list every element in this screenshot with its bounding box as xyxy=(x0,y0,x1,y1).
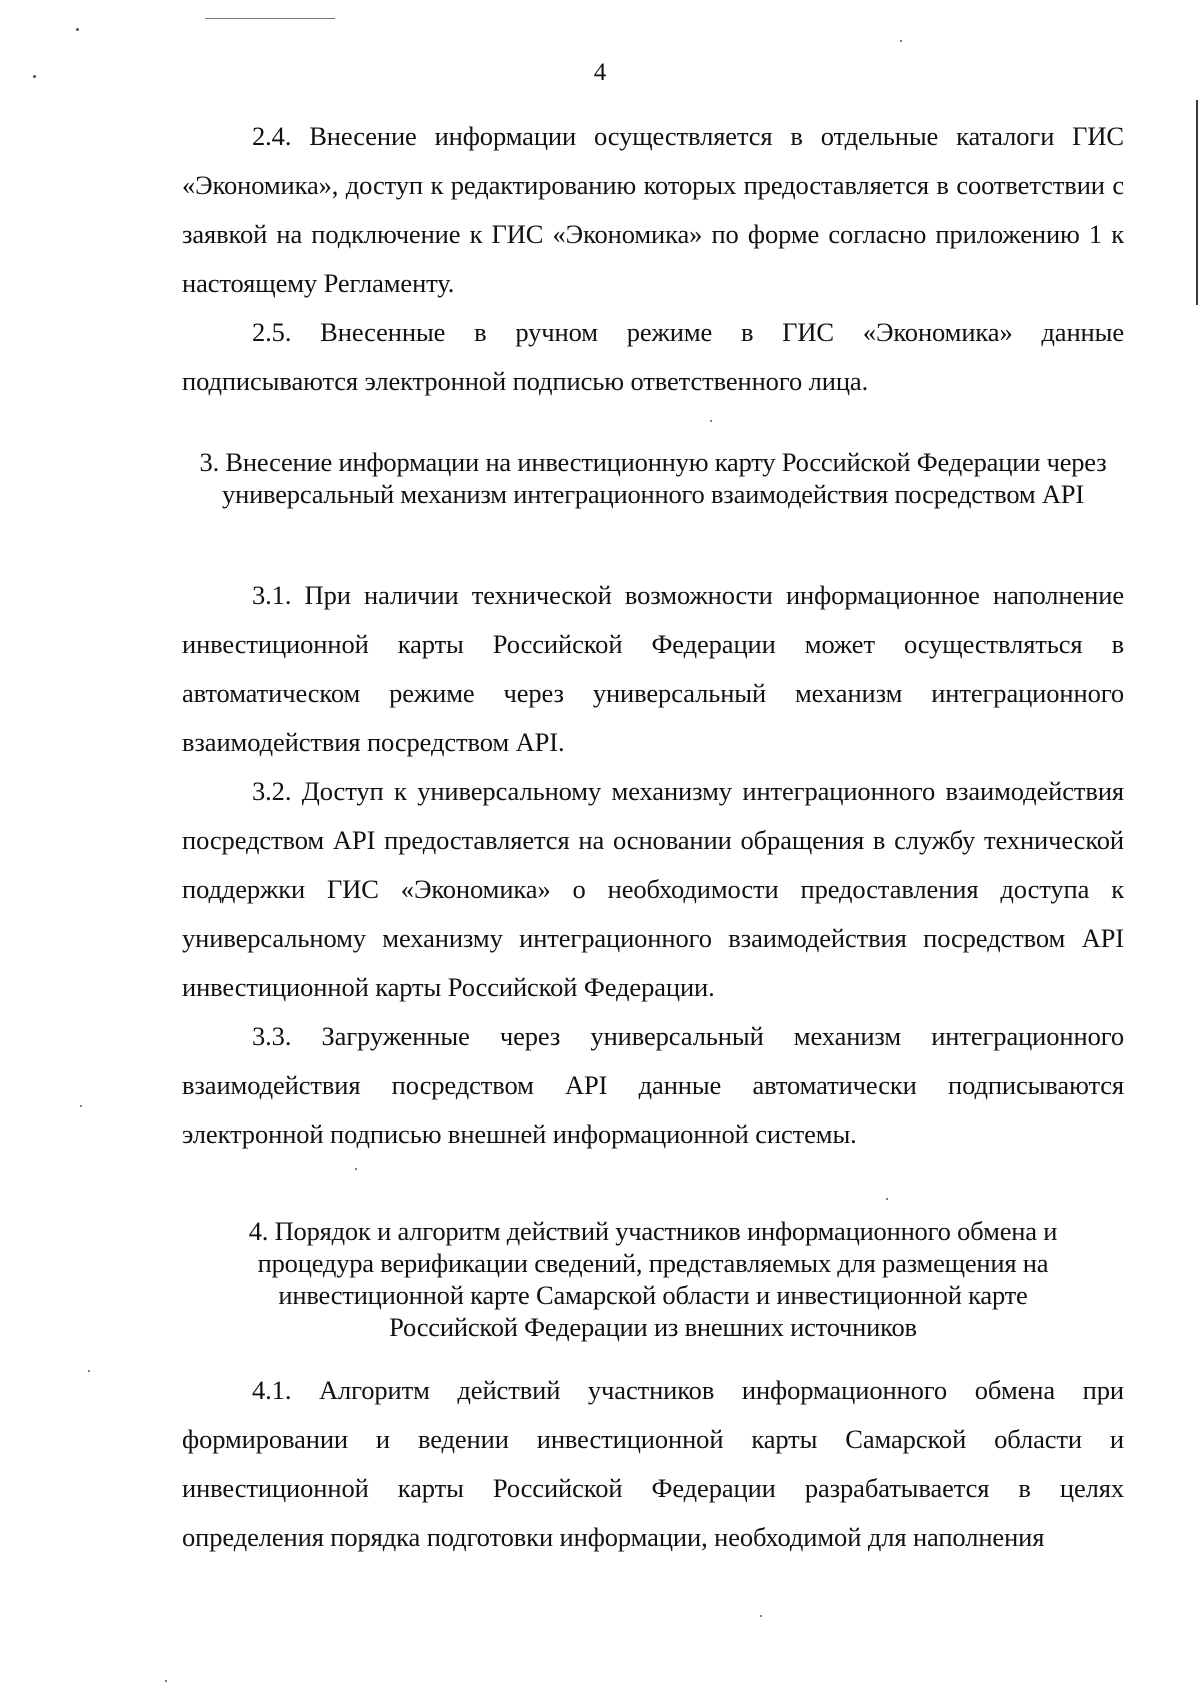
section-4-heading: 4. Порядок и алгоритм действий участников информационного обмена и процедура верификации сведений, представляемых для размещения на инвестиционной карте Самарской области и инвестиционной карте Российской Федерации из внешних источников xyxy=(248,1216,1058,1342)
section-3-heading: 3. Внесение информации на инвестиционную карту Российской Федерации через универсальный механизм интеграционного взаимодействия посредством API xyxy=(199,447,1107,509)
scan-speck xyxy=(80,1105,82,1107)
page-number: 4 xyxy=(593,59,607,86)
paragraphs-block-4 xyxy=(182,1366,1124,1562)
paragraph-3-3: 3.3. Загруженные через универсальный механизм интеграционного взаимодействия посредством API данные автоматически подписываются электронной подписью внешней информационной системы. xyxy=(182,1021,1124,1149)
scan-speck xyxy=(76,28,79,31)
paragraph-4-1: 4.1. Алгоритм действий участников информационного обмена при формировании и ведении инвестиционной карты Самарской области и инвестиционной карты Российской Федерации разрабатывается в целях определения порядка подготовки информации, необходимой для наполнения xyxy=(182,1375,1124,1552)
scan-speck xyxy=(88,1370,90,1372)
scan-speck xyxy=(165,1680,167,1682)
scan-mark-line xyxy=(205,18,335,19)
paragraph-3-1: 3.1. При наличии технической возможности информационное наполнение инвестиционной карты Российской Федерации может осуществляться в автоматическом режиме через универсальный механизм интеграционного взаимодействия посредством API. xyxy=(182,580,1124,757)
paragraphs-block-2 xyxy=(182,112,1124,406)
scan-speck xyxy=(900,40,902,42)
scan-speck xyxy=(886,1198,888,1200)
scan-edge-line xyxy=(1196,100,1198,305)
scan-speck xyxy=(760,1615,762,1617)
paragraphs-block-3 xyxy=(182,571,1124,1159)
paragraph-2-5: 2.5. Внесенные в ручном режиме в ГИС «Экономика» данные подписываются электронной подписью ответственного лица. xyxy=(182,317,1124,396)
paragraph-2-4: 2.4. Внесение информации осуществляется в отдельные каталоги ГИС «Экономика», доступ к редактированию которых предоставляется в соответствии с заявкой на подключение к ГИС «Экономика» по форме согласно приложению 1 к настоящему Регламенту. xyxy=(182,121,1124,298)
paragraph-3-2: 3.2. Доступ к универсальному механизму интеграционного взаимодействия посредством API предоставляется на основании обращения в службу технической поддержки ГИС «Экономика» о необходимости предоставления доступа к универсальному механизму интеграционного взаимодействия посредством API инвестиционной карты Российской Федерации. xyxy=(182,776,1124,1002)
scan-speck xyxy=(710,420,712,422)
scan-speck xyxy=(355,1168,357,1170)
